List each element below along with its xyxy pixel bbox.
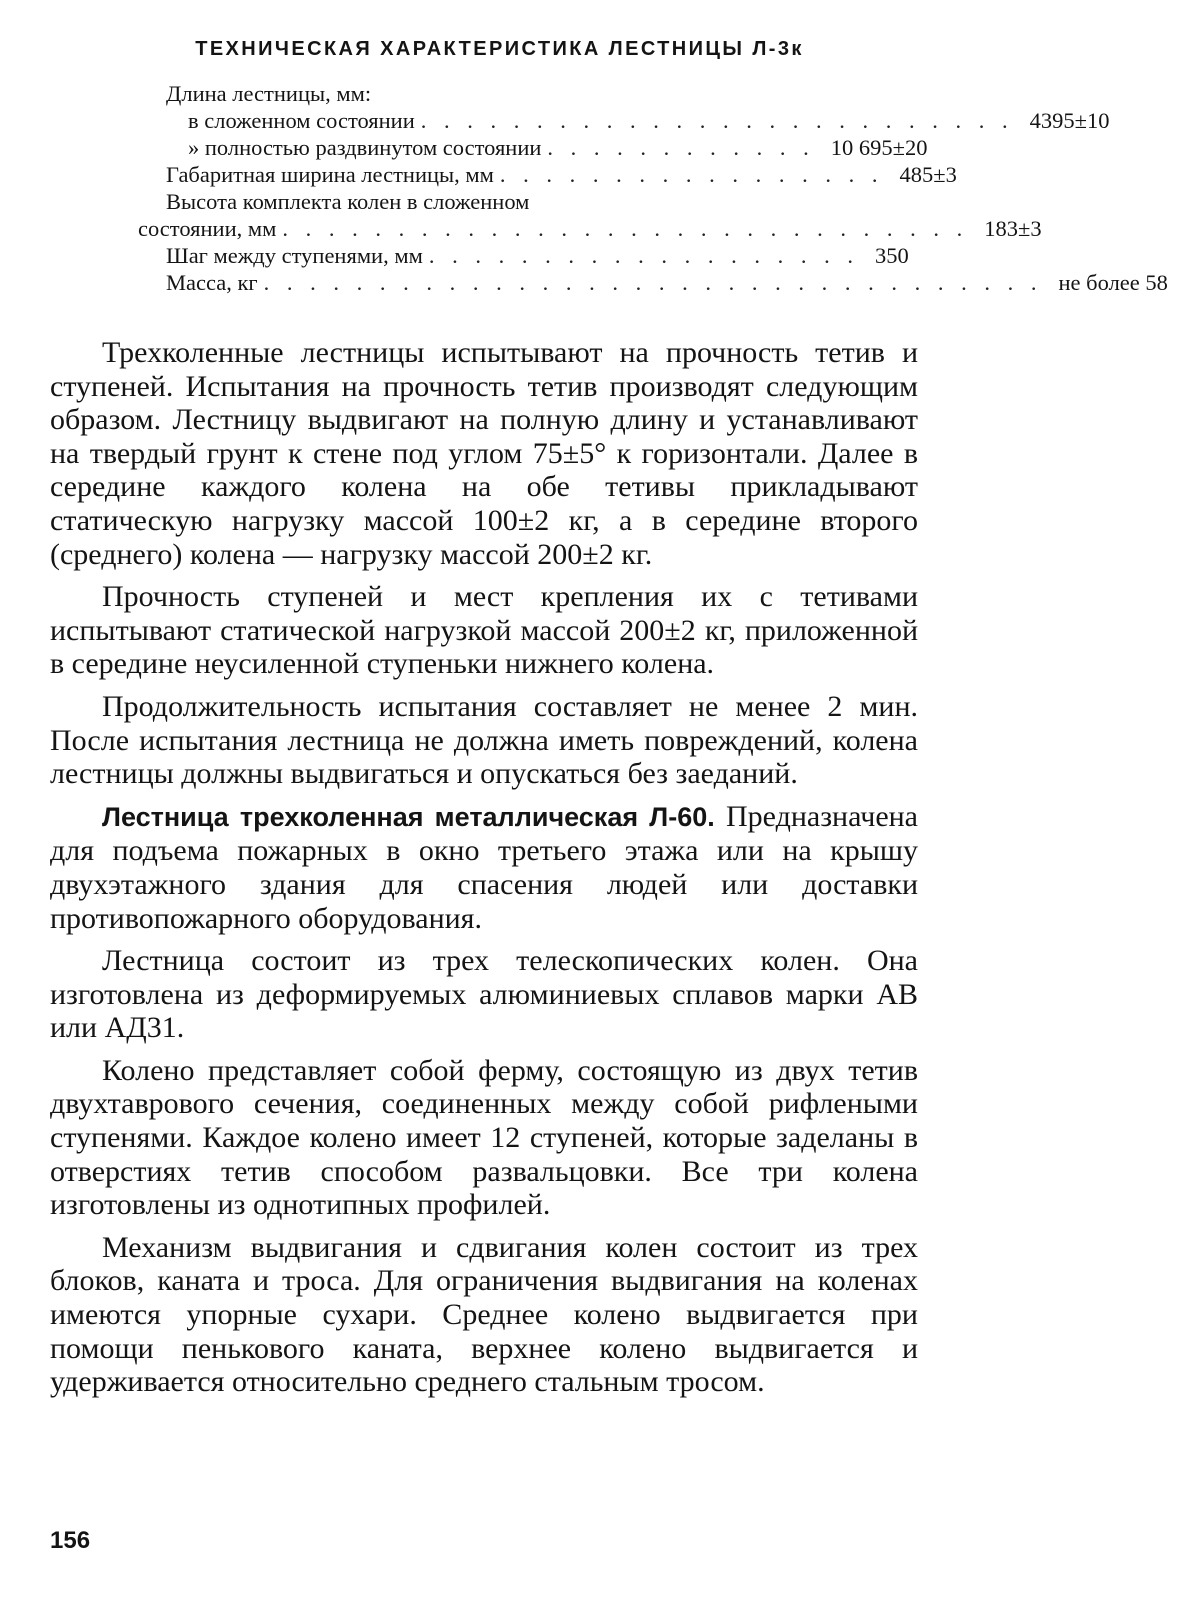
page-number: 156 bbox=[50, 1527, 91, 1554]
spec-label: Высота комплекта колен в сложенном bbox=[166, 189, 530, 214]
paragraph-knee: Колено представляет собой ферму, состоящую из двух тетив двухтаврового сечения, соединенных между собой рифлеными ступенями. Каждое колено имеет 12 ступеней, которые заделаны в отверстиях тетив способом развальцовки. Все три колена изготовлены из однотипных профилей. bbox=[50, 1053, 918, 1222]
spec-row-length-folded bbox=[138, 107, 1110, 134]
spec-row-length-group bbox=[138, 80, 838, 107]
spec-value: 485±3 bbox=[899, 162, 957, 187]
body-text bbox=[50, 336, 918, 1408]
l60-heading: Лестница трехколенная металлическая Л-60. bbox=[102, 801, 715, 832]
spec-value: 4395±10 bbox=[1029, 108, 1110, 133]
spec-label: в сложенном состоянии bbox=[188, 108, 415, 133]
spec-value: не более 58 bbox=[1058, 270, 1168, 295]
spec-row-length-extended bbox=[138, 134, 928, 161]
spec-row-height bbox=[138, 215, 1042, 242]
spec-row-width bbox=[138, 161, 957, 188]
paragraph-l60 bbox=[50, 800, 918, 935]
leader-dots: . . . . . . . . . . . . . . . . . bbox=[499, 162, 884, 187]
spec-heading: ТЕХНИЧЕСКАЯ ХАРАКТЕРИСТИКА ЛЕСТНИЦЫ Л-3к bbox=[195, 38, 804, 60]
spec-label: состоянии, мм bbox=[138, 216, 277, 241]
spec-value: 183±3 bbox=[984, 216, 1042, 241]
spec-value: 350 bbox=[874, 243, 909, 268]
leader-dots: . . . . . . . . . . . . . . . . . . . bbox=[428, 243, 859, 268]
spec-label: Шаг между ступенями, мм bbox=[166, 243, 423, 268]
spec-row-mass bbox=[138, 269, 1168, 296]
spec-table bbox=[138, 80, 1168, 296]
l60-description: Предназначена для подъема пожарных в окно третьего этажа или на крышу двухэтажного здания для спасения людей или доставки противопожарного оборудования. bbox=[50, 799, 918, 935]
spec-label: Длина лестницы, мм: bbox=[166, 81, 372, 106]
spec-row-height-label bbox=[138, 188, 838, 215]
paragraph-steps-strength: Прочность ступеней и мест крепления их с тетивами испытывают статической нагрузкой массой 200±2 кг, приложенной в середине неусиленной ступеньки нижнего колена. bbox=[50, 580, 918, 681]
paragraph-testing: Трехколенные лестницы испытывают на прочность тетив и ступеней. Испытания на прочность тетив производят следующим образом. Лестницу выдвигают на полную длину и устанавливают на твердый грунт к стене под углом 75±5° к горизонтали. Далее в середине каждого колена на обе тетивы прикладывают статическую нагрузку массой 100±2 кг, а в середине второго (среднего) колена — нагрузку массой 200±2 кг. bbox=[50, 336, 918, 571]
leader-dots: . . . . . . . . . . . . . . . . . . . . . . . . . . . . . . bbox=[282, 216, 969, 241]
paragraph-duration: Продолжительность испытания составляет не менее 2 мин. После испытания лестница не должна иметь повреждений, колена лестницы должны выдвигаться и опускаться без заеданий. bbox=[50, 689, 918, 791]
spec-row-step bbox=[138, 242, 909, 269]
spec-label: Габаритная ширина лестницы, мм bbox=[166, 162, 494, 187]
spec-label: Масса, кг bbox=[166, 270, 258, 295]
leader-dots: . . . . . . . . . . . . bbox=[547, 135, 815, 160]
spec-value: 10 695±20 bbox=[830, 135, 928, 160]
paragraph-mechanism: Механизм выдвигания и сдвигания колен состоит из трех блоков, каната и троса. Для ограничения выдвигания на коленах имеются упорные сухари. Среднее колено выдвигается при помощи пенькового каната, верхнее колено выдвигается и удерживается относительно среднего стальным тросом. bbox=[50, 1230, 918, 1399]
paragraph-composition: Лестница состоит из трех телескопических колен. Она изготовлена из деформируемых алюминиевых сплавов марки АВ или АД31. bbox=[50, 944, 918, 1045]
leader-dots: . . . . . . . . . . . . . . . . . . . . . . . . . . . . . . . . . . bbox=[263, 270, 1043, 295]
leader-dots: . . . . . . . . . . . . . . . . . . . . . . . . . . bbox=[420, 108, 1014, 133]
spec-label: » полностью раздвинутом состоянии bbox=[188, 135, 542, 160]
